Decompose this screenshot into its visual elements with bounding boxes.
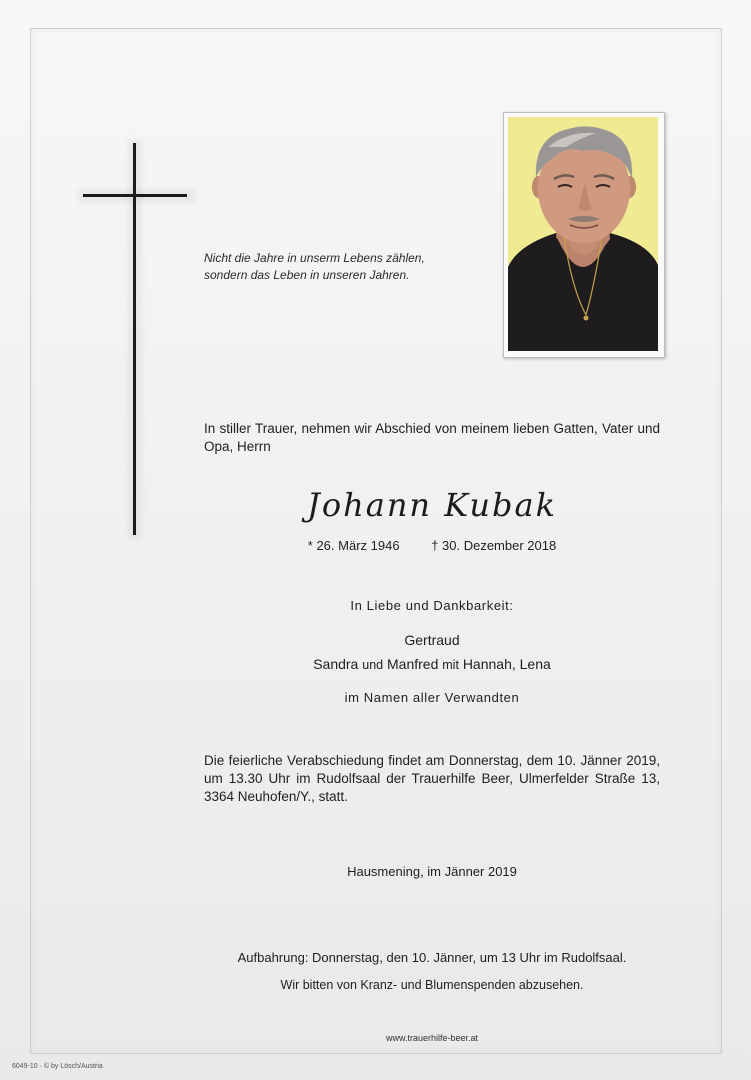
- portrait-photo: [508, 117, 658, 351]
- mourner-line-1: Gertraud: [404, 632, 460, 648]
- mourner-name-1: Sandra: [313, 656, 359, 672]
- print-id: 6049-10 · © by Lösch/Austria: [12, 1063, 103, 1070]
- viewing-info: Aufbahrung: Donnerstag, den 10. Jänner, um 13 Uhr im Rudolfsaal.: [237, 950, 627, 965]
- place-date: Hausmening, im Jänner 2019: [347, 864, 517, 879]
- quote-line-1: Nicht die Jahre in unserm Lebens zählen,: [204, 251, 425, 265]
- intro-text: In stiller Trauer, nehmen wir Abschied von meinem lieben Gatten, Vater und Opa, Herrn: [204, 421, 660, 454]
- birth-date: * 26. März 1946: [307, 538, 400, 553]
- mourner-line-2: [204, 656, 660, 672]
- portrait-illustration: [508, 117, 658, 351]
- mourner-preposition: mit: [442, 658, 459, 672]
- relatives-line: im Namen aller Verwandten: [344, 690, 520, 705]
- cross-horizontal-bar: [83, 194, 187, 197]
- mourner-conjunction: und: [362, 658, 384, 672]
- memorial-quote: [204, 250, 484, 284]
- mourner-name-2: Manfred: [387, 656, 439, 672]
- portrait-frame: [503, 112, 665, 358]
- gratitude-heading: In Liebe und Dankbarkeit:: [350, 598, 514, 613]
- life-dates: [204, 538, 660, 553]
- cross-symbol: [78, 140, 196, 540]
- website-link[interactable]: www.trauerhilfe-beer.at: [385, 1033, 479, 1043]
- cross-vertical-bar: [133, 143, 136, 535]
- donation-note: Wir bitten von Kranz- und Blumenspenden abzusehen.: [280, 978, 584, 992]
- death-date: † 30. Dezember 2018: [431, 538, 557, 553]
- quote-line-2: sondern das Leben in unseren Jahren.: [204, 268, 410, 282]
- ceremony-text: Die feierliche Verabschiedung findet am Donnerstag, dem 10. Jänner 2019, um 13.30 Uhr im Rudolfsaal der Trauerhilfe Beer, Ulmerfelder Straße 13, 3364 Neuhofen/Y., statt.: [204, 753, 660, 804]
- deceased-name: Johann Kubak: [307, 486, 557, 524]
- mourner-children: Hannah, Lena: [462, 656, 551, 672]
